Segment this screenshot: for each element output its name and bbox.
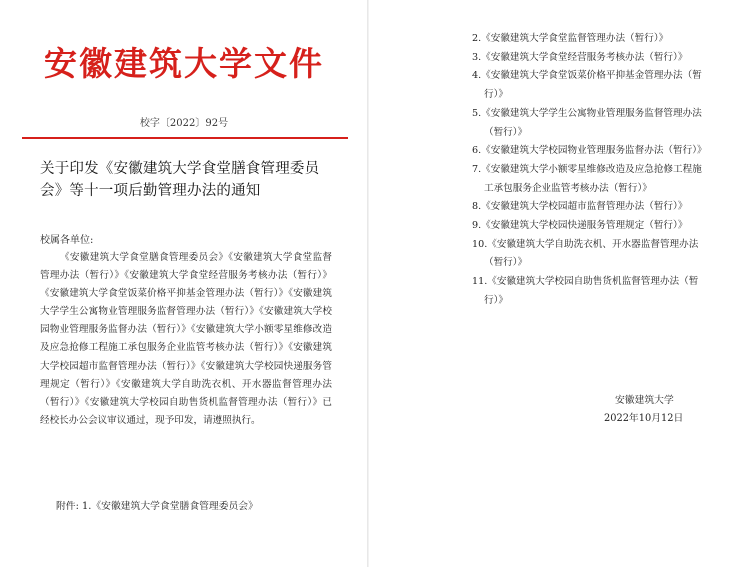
attachment-item: 4.《安徽建筑大学食堂饭菜价格平抑基金管理办法（暂行）》 [472, 70, 702, 101]
attachment-item: 5.《安徽建筑大学学生公寓物业管理服务监督管理办法（暂行）》 [472, 107, 702, 138]
red-separator-line [22, 137, 348, 139]
attachment-item: 9.《安徽建筑大学校园快递服务管理规定（暂行）》 [472, 220, 688, 232]
attachment-first-line: 附件: 1.《安徽建筑大学食堂膳食管理委员会》 [56, 501, 258, 512]
notice-salutation: 校属各单位: [40, 235, 94, 246]
document-number: 校字〔2022〕92号 [139, 118, 229, 129]
attachment-item: 11.《安徽建筑大学校园自助售货机监督管理办法（暂行）》 [472, 276, 699, 306]
document-header-title: 安徽建筑大学文件 [44, 44, 324, 83]
attachment-item: 10.《安徽建筑大学自助洗衣机、开水器监督管理办法（暂行）》 [472, 238, 699, 269]
notice-title: 关于印发《安徽建筑大学食堂膳食管理委员会》等十一项后勤管理办法的通知 [40, 161, 320, 199]
document-page-left [0, 0, 368, 567]
attachment-item: 7.《安徽建筑大学小额零星维修改造及应急抢修工程施工承包服务企业监管考核办法（暂行）》 [472, 163, 702, 194]
issue-date: 2022年10月12日 [604, 413, 684, 424]
attachment-list [472, 30, 707, 311]
document-page-right [369, 0, 737, 567]
attachment-item: 6.《安徽建筑大学校园物业管理服务监督办法（暂行）》 [472, 145, 707, 157]
attachment-item: 8.《安徽建筑大学校园超市监督管理办法（暂行）》 [472, 201, 688, 213]
issuer-signature: 安徽建筑大学 [615, 395, 674, 406]
attachment-item: 2.《安徽建筑大学食堂监督管理办法（暂行）》 [472, 33, 669, 44]
notice-body: 《安徽建筑大学食堂膳食管理委员会》《安徽建筑大学食堂监督管理办法（暂行）》《安徽建筑大学食堂经营服务考核办法（暂行）》《安徽建筑大学食堂饭菜价格平抑基金管理办法（暂行）》《安徽建筑大学学生公寓物业管理服务监督管理办法（暂行）》《安徽建筑大学校园物业管理服务监督办法（暂行）》《安徽建筑大学小额零星维修改造及应急抢修工程施工承包服务企业监管考核办法（暂行）》《安徽建筑大学校园超市监督管理办法（暂行）》《安徽建筑大学校园快递服务管理规定（暂行）》《安徽建筑大学自助洗衣机、开水器监督管理办法（暂行）》《安徽建筑大学校园自助售货机监督管理办法（暂行）》已经校长办公会议审议通过，现予印发，请遵照执行。 [40, 252, 332, 426]
attachment-item: 3.《安徽建筑大学食堂经营服务考核办法（暂行）》 [472, 51, 688, 63]
